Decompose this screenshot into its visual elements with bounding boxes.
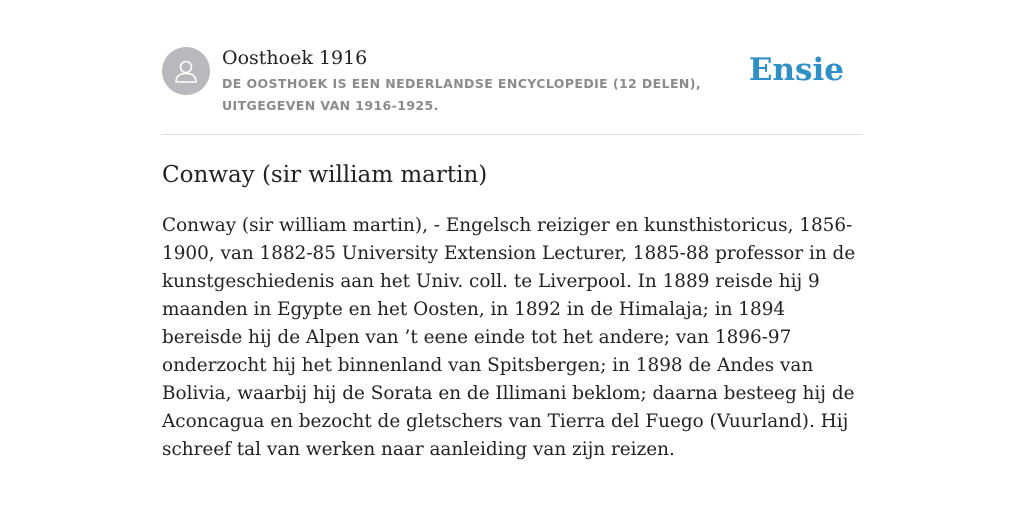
source-info (222, 46, 762, 117)
source-avatar (162, 47, 210, 95)
article-title: Conway (sir william martin) (162, 162, 488, 188)
source-name[interactable]: Oosthoek 1916 (222, 47, 368, 69)
ensie-logo-link[interactable]: Ensie (748, 52, 844, 88)
entry-card (162, 44, 862, 464)
source-description: DE OOSTHOEK IS EEN NEDERLANDSE ENCYCLOPEDIE (12 DELEN), UITGEGEVEN VAN 1916-1925. (222, 76, 702, 113)
source-header (162, 44, 862, 135)
article-body: Conway (sir william martin), - Engelsch reiziger en kunsthistoricus, 1856-1900, van 1882-85 University Extension Lecturer, 1885-88 professor in de kunstgeschiedenis aan het Univ. coll. te Liverpool. In 1889 reisde hij 9 maanden in Egypte en het Oosten, in 1892 in de Himalaja; in 1894 bereisde hij de Alpen van ’t eene einde tot het andere; van 1896-97 onderzocht hij het binnenland van Spitsbergen; in 1898 de Andes van Bolivia, waarbij hij de Sorata en de Illimani beklom; daarna besteeg hij de Aconcagua en bezocht de gletschers van Tierra del Fuego (Vuurland). Hij schreef tal van werken naar aanleiding van zijn reizen. (162, 215, 856, 460)
user-silhouette-icon (172, 57, 200, 85)
